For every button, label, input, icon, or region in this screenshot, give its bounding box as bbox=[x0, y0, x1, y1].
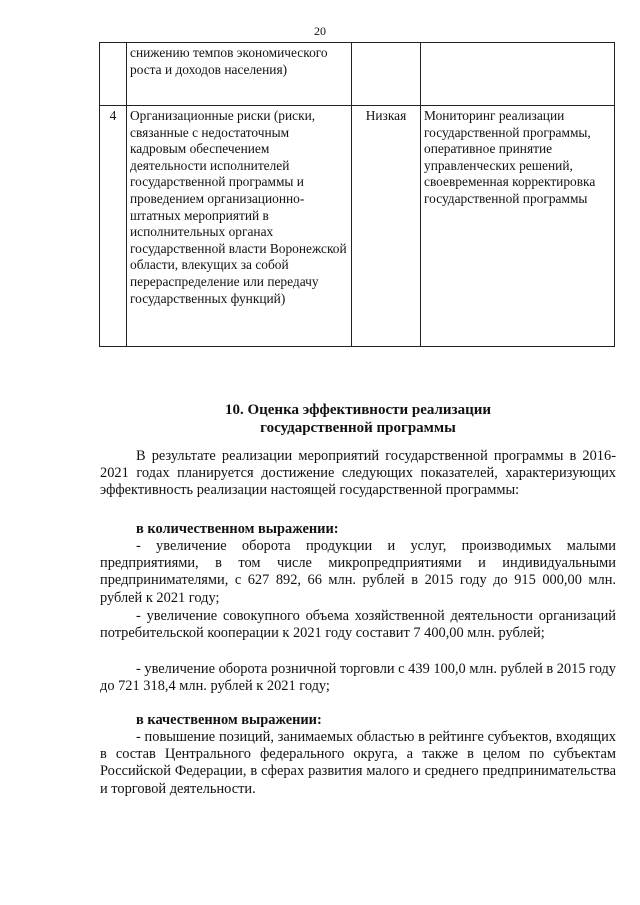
section-title-line: государственной программы bbox=[260, 420, 456, 436]
table-row bbox=[100, 43, 615, 106]
risk-description-cell: снижению темпов экономического роста и доходов населения) bbox=[127, 43, 352, 106]
risk-level-cell bbox=[352, 43, 421, 106]
row-number-cell: 4 bbox=[100, 106, 127, 347]
list-item: - увеличение оборота розничной торговли с 439 100,0 млн. рублей в 2015 году до 721 318,4 млн. рублей к 2021 году; bbox=[100, 661, 616, 695]
row-number-cell bbox=[100, 43, 127, 106]
list-item: - повышение позиций, занимаемых областью в рейтинге субъектов, входящих в состав Центрального федерального округа, а также в целом по субъектам Российской Федерации, в сферах развития малого и среднего предпринимательства и торговой деятельности. bbox=[100, 729, 616, 797]
risk-level-cell: Низкая bbox=[352, 106, 421, 347]
risk-table bbox=[99, 42, 615, 347]
list-item: - увеличение оборота продукции и услуг, производимых малыми предприятиями, в том числе микропредприятиями и индивидуальными предпринимателями, с 627 892, 66 млн. рублей в 2015 году до 915 000,00 млн. рублей к 2021 году; bbox=[100, 538, 616, 606]
list-item: - увеличение совокупного объема хозяйственной деятельности организаций потребительской кооперации к 2021 году составит 7 400,00 млн. рублей; bbox=[100, 608, 616, 642]
table-row bbox=[100, 106, 615, 347]
risk-measures-cell bbox=[421, 43, 615, 106]
section-title bbox=[100, 401, 616, 437]
risk-description-cell: Организационные риски (риски, связанные с недостаточным кадровым обеспечением деятельности исполнителей государственной программы и проведением организационно-штатных мероприятий в исполнительных органах государственной власти Воронежской области, влекущих за собой перераспределение или передачу государственных функций) bbox=[127, 106, 352, 347]
risk-measures-cell: Мониторинг реализации государственной программы, оперативное принятие управленческих решений, своевременная корректировка государственной программы bbox=[421, 106, 615, 347]
page-number: 20 bbox=[314, 24, 326, 38]
quantitative-heading: в количественном выражении: bbox=[136, 521, 339, 537]
intro-paragraph: В результате реализации мероприятий государственной программы в 2016-2021 годах планируется достижение следующих показателей, характеризующих эффективность реализации настоящей государственной программы: bbox=[100, 448, 616, 499]
qualitative-heading: в качественном выражении: bbox=[136, 712, 322, 728]
section-title-line: 10. Оценка эффективности реализации bbox=[224, 402, 492, 418]
